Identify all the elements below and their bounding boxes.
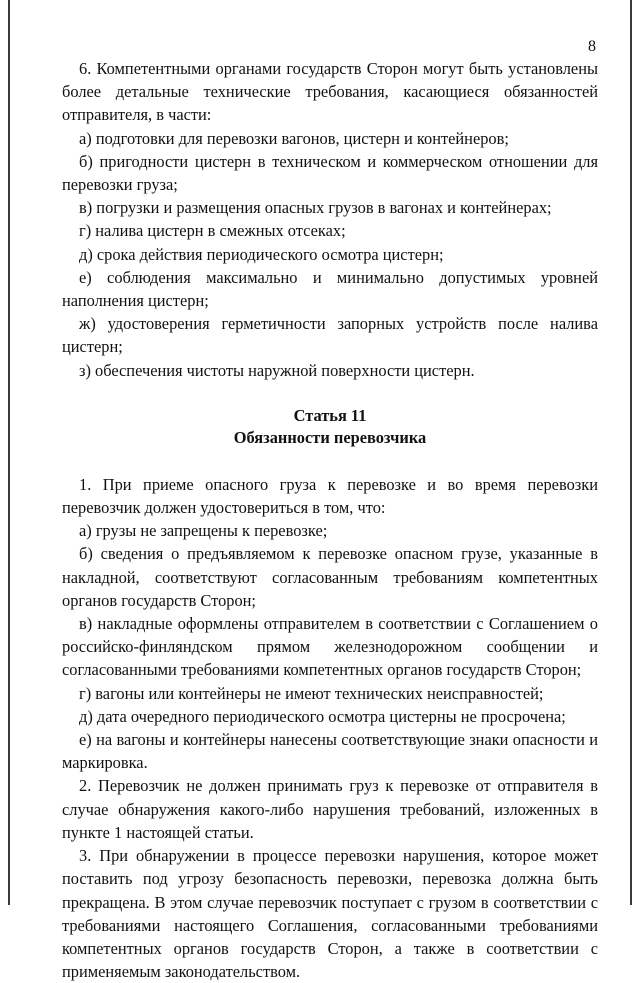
page-number: 8 — [588, 38, 596, 55]
clause1-item-b: б) сведения о предъявляемом к перевозке опасном грузе, указанные в накладной, соответствуют согласованным требованиям компетентных органов государств Сторон; — [62, 544, 598, 610]
clause1-item-v: в) накладные оформлены отправителем в соответствии с Соглашением о российско-финляндском прямом железнодорожном сообщении и согласованными требованиями компетентных органов государств Сторон; — [62, 614, 598, 680]
section6-item-v: в) погрузки и размещения опасных грузов в вагонах и контейнерах; — [79, 198, 552, 218]
right-page-border — [630, 0, 632, 905]
clause1-item-e: е) на вагоны и контейнеры нанесены соответствующие знаки опасности и маркировка. — [62, 730, 598, 773]
section6-item-a: а) подготовки для перевозки вагонов, цистерн и контейнеров; — [79, 128, 509, 148]
clause1-intro: 1. При приеме опасного груза к перевозке и во время перевозки перевозчик должен удостовериться в том, что: — [62, 474, 598, 518]
clause1-item-a: а) грузы не запрещены к перевозке; — [79, 521, 328, 541]
clause3: 3. При обнаружении в процессе перевозки нарушения, которое может поставить под угрозу безопасность перевозки, перевозка должна быть прекращена. В этом случае перевозчик поступает с грузом в соответствии с требованиями настоящего Соглашения, согласованными требованиями компетентных органов государств Сторон, а также в соответствии с применяемым законодательством. — [62, 846, 598, 982]
section6-item-zh: ж) удостоверения герметичности запорных устройств после налива цистерн; — [62, 314, 598, 357]
section6-item-d: д) срока действия периодического осмотра цистерн; — [79, 244, 444, 264]
section6-item-z: з) обеспечения чистоты наружной поверхности цистерн. — [79, 360, 475, 380]
article-number: Статья 11 — [293, 405, 367, 425]
section6-intro: 6. Компетентными органами государств Сторон могут быть установлены более детальные технические требования, касающиеся обязанностей отправителя, в части: — [62, 59, 598, 125]
document-body — [62, 57, 598, 983]
section6-item-g: г) налива цистерн в смежных отсеках; — [79, 221, 346, 241]
section6-item-e: е) соблюдения максимально и минимально допустимых уровней наполнения цистерн; — [62, 267, 598, 311]
section6-item-b: б) пригодности цистерн в техническом и коммерческом отношении для перевозки груза; — [62, 151, 598, 195]
clause2: 2. Перевозчик не должен принимать груз к перевозке от отправителя в случае обнаружения какого-либо нарушения требований, изложенных в пункте 1 настоящей статьи. — [62, 776, 598, 842]
left-page-border — [8, 0, 10, 905]
article-title: Обязанности перевозчика — [233, 427, 427, 447]
clause1-item-d: д) дата очередного периодического осмотра цистерны не просрочена; — [79, 706, 566, 726]
clause1-item-g: г) вагоны или контейнеры не имеют технических неисправностей; — [79, 683, 544, 703]
